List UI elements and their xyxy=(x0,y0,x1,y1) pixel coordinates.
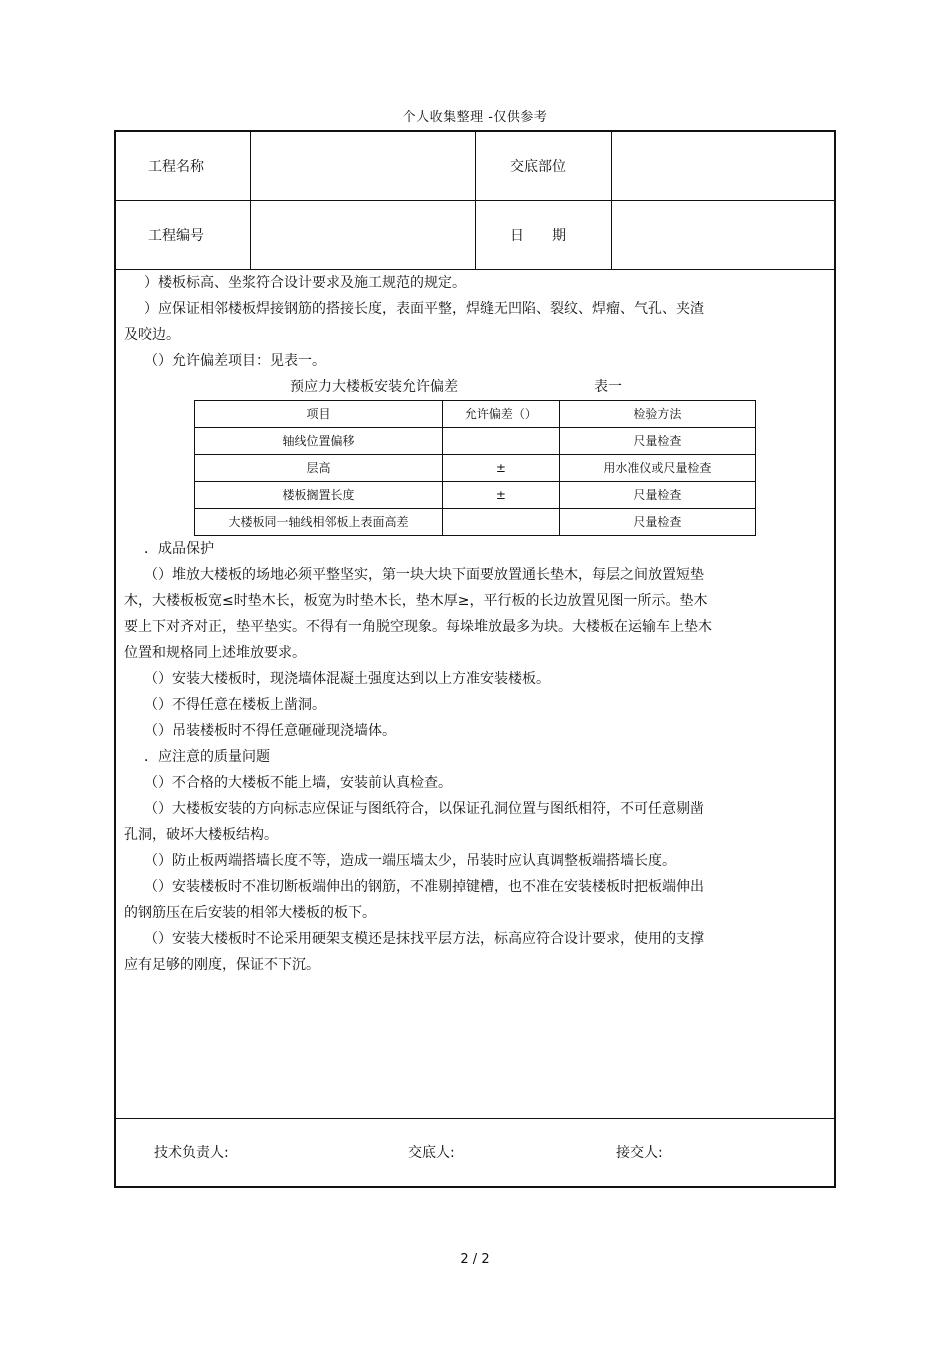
table-row xyxy=(195,455,756,482)
table-cell: 用水准仪或尺量检查 xyxy=(559,455,755,482)
table-header: 允许偏差（） xyxy=(443,401,560,428)
paragraph: （）防止板两端搭墙长度不等，造成一端压墙太少，吊装时应认真调整板端搭墙长度。 xyxy=(144,853,676,869)
table-cell: 尺量检查 xyxy=(559,509,755,536)
table-caption-title: 预应力大楼板安装允许偏差 xyxy=(290,379,458,395)
section-title: ．应注意的质量问题 xyxy=(144,749,270,765)
table-cell: ± xyxy=(443,482,560,509)
paragraph: ）应保证相邻楼板焊接钢筋的搭接长度，表面平整，焊缝无凹陷、裂纹、焊瘤、气孔、夹渣 xyxy=(144,301,704,317)
table-cell: ± xyxy=(443,455,560,482)
table-cell: 尺量检查 xyxy=(559,428,755,455)
handover-by-signature-label: 交底人: xyxy=(408,1145,455,1161)
paragraph: （）吊装楼板时不得任意砸碰现浇墙体。 xyxy=(144,723,396,739)
paragraph: 要上下对齐对正，垫平垫实。不得有一角脱空现象。每垛堆放最多为块。大楼板在运输车上垫木 xyxy=(124,619,712,635)
paragraph: （）不得任意在楼板上凿洞。 xyxy=(144,697,326,713)
paragraph: （）堆放大楼板的场地必须平整坚实，第一块大块下面要放置通长垫木，每层之间放置短垫 xyxy=(144,567,704,583)
paragraph: 位置和规格同上述堆放要求。 xyxy=(124,645,306,661)
paragraph: 木，大楼板板宽≤时垫木长，板宽为时垫木长，垫木厚≥，平行板的长边放置见图一所示。垫木 xyxy=(124,593,708,609)
table-header: 项目 xyxy=(195,401,443,428)
paragraph: ）楼板标高、坐浆符合设计要求及施工规范的规定。 xyxy=(144,275,466,291)
handover-part-label: 交底部位 xyxy=(510,159,566,175)
receiver-signature-label: 接交人: xyxy=(616,1145,663,1161)
table-row xyxy=(195,428,756,455)
table-caption-number: 表一 xyxy=(594,379,622,395)
table-cell: 尺量检查 xyxy=(559,482,755,509)
paragraph: （）大楼板安装的方向标志应保证与图纸符合，以保证孔洞位置与图纸相符，不可任意剔凿 xyxy=(144,801,704,817)
table-row xyxy=(195,482,756,509)
table-header: 检验方法 xyxy=(559,401,755,428)
col-divider xyxy=(475,132,476,269)
project-name-label: 工程名称 xyxy=(148,159,204,175)
table-cell: 层高 xyxy=(195,455,443,482)
table-caption xyxy=(116,374,756,400)
col-divider xyxy=(250,132,251,269)
col-divider xyxy=(611,132,612,269)
paragraph: 应有足够的刚度，保证不下沉。 xyxy=(124,957,320,973)
row-divider xyxy=(116,1118,834,1119)
handover-form xyxy=(114,130,836,1188)
table-cell: 楼板搁置长度 xyxy=(195,482,443,509)
handover-content xyxy=(116,270,756,978)
date-label: 日 期 xyxy=(510,228,566,244)
table-cell xyxy=(443,509,560,536)
date-value xyxy=(621,201,826,269)
paragraph: 的钢筋压在后安装的相邻大楼板的板下。 xyxy=(124,905,376,921)
header-note: 个人收集整理 -仅供参考 xyxy=(402,110,548,125)
table-row xyxy=(195,509,756,536)
paragraph: （）安装大楼板时，现浇墙体混凝土强度达到以上方准安装楼板。 xyxy=(144,671,550,687)
page-number: 2 / 2 xyxy=(460,1252,490,1267)
section-title: ．成品保护 xyxy=(144,541,214,557)
project-no-value xyxy=(261,201,466,269)
table-header-row xyxy=(195,401,756,428)
paragraph: （）安装楼板时不准切断板端伸出的钢筋，不准剔掉键槽，也不准在安装楼板时把板端伸出 xyxy=(144,879,704,895)
tech-lead-signature-label: 技术负责人: xyxy=(154,1145,229,1161)
project-no-label: 工程编号 xyxy=(148,228,204,244)
handover-part-value xyxy=(621,132,826,200)
paragraph: （）允许偏差项目：见表一。 xyxy=(144,353,326,369)
paragraph: （）安装大楼板时不论采用硬架支模还是抹找平层方法，标高应符合设计要求，使用的支撑 xyxy=(144,931,704,947)
table-cell: 大楼板同一轴线相邻板上表面高差 xyxy=(195,509,443,536)
table-cell: 轴线位置偏移 xyxy=(195,428,443,455)
paragraph: 及咬边。 xyxy=(124,327,180,343)
paragraph: 孔洞，破坏大楼板结构。 xyxy=(124,827,278,843)
paragraph: （）不合格的大楼板不能上墙，安装前认真检查。 xyxy=(144,775,452,791)
project-name-value xyxy=(261,132,466,200)
tolerance-table xyxy=(194,400,756,536)
table-cell xyxy=(443,428,560,455)
